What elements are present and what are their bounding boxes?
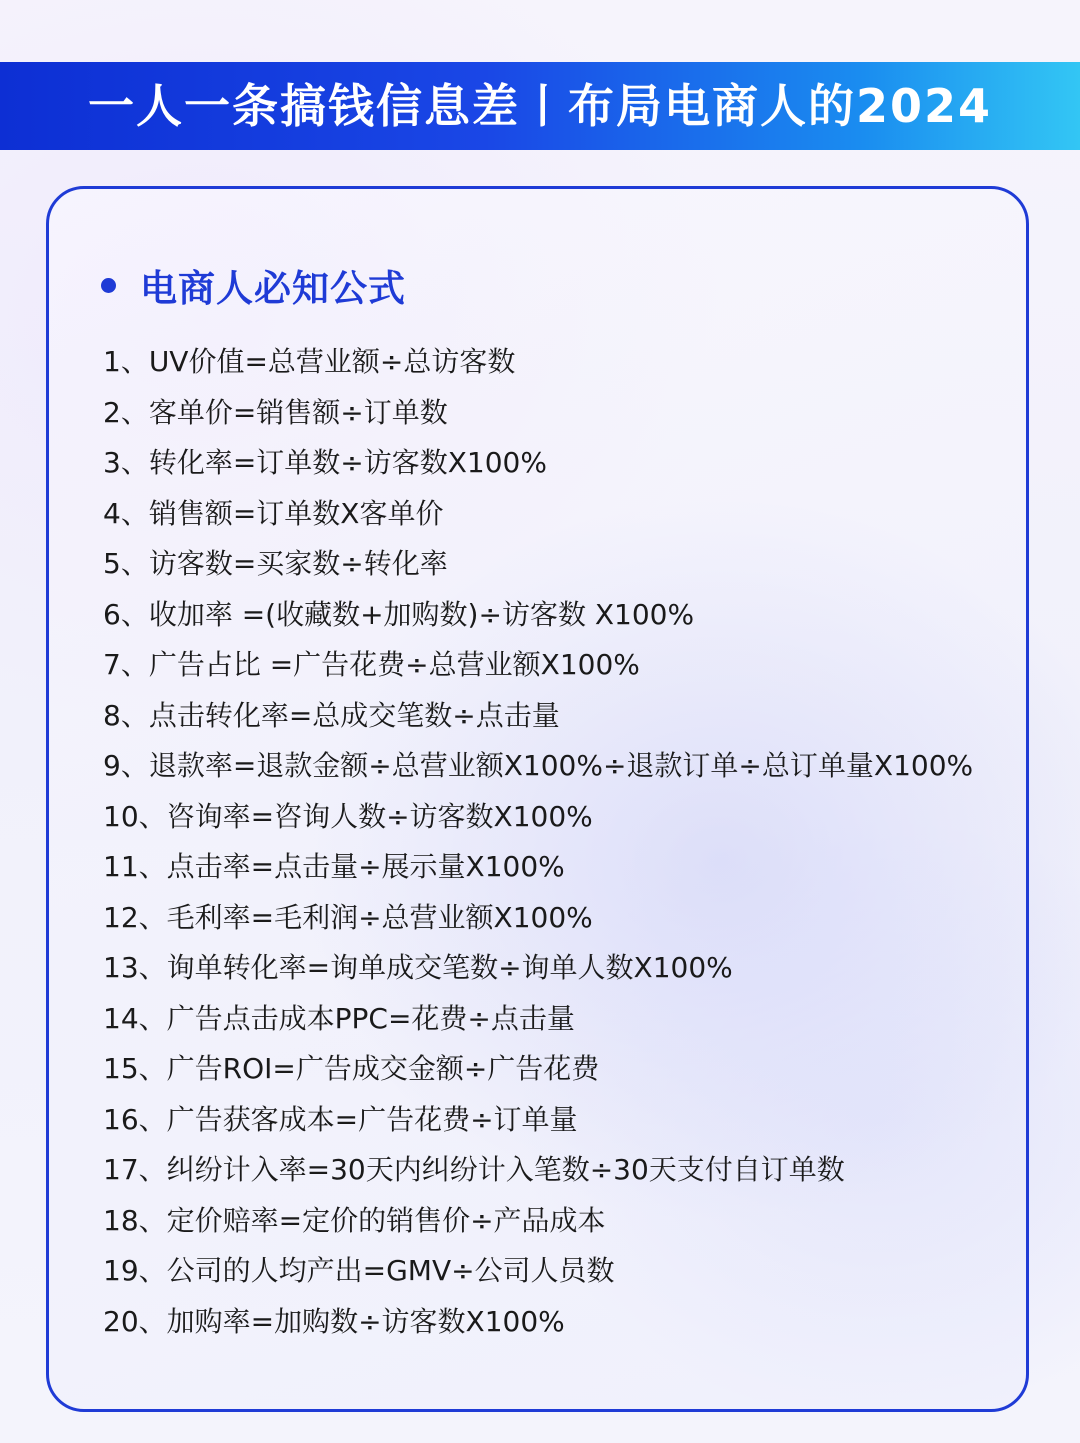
formula-item: 2、客单价=销售额÷订单数 (103, 395, 448, 429)
formula-item: 9、退款率=退款金额÷总营业额X100%÷退款订单÷总订单量X100% (103, 749, 974, 782)
title-banner (0, 62, 1080, 150)
formula-item: 18、定价赔率=定价的销售价÷产品成本 (103, 1203, 606, 1237)
section-title: 电商人必知公式 (140, 267, 406, 310)
formula-card (46, 186, 1029, 1412)
formula-item: 20、加购率=加购数÷访客数X100% (103, 1304, 565, 1338)
formula-item: 1、UV价值=总营业额÷总访客数 (103, 345, 516, 378)
section-header (101, 257, 406, 313)
formula-item: 15、广告ROI=广告成交金额÷广告花费 (103, 1052, 600, 1085)
formula-item: 10、咨询率=咨询人数÷访客数X100% (103, 799, 593, 833)
formula-item: 14、广告点击成本PPC=花费÷点击量 (103, 1001, 575, 1035)
formula-item: 16、广告获客成本=广告花费÷订单量 (103, 1102, 578, 1136)
formula-item: 17、纠纷计入率=30天内纠纷计入笔数÷30天支付自订单数 (103, 1153, 845, 1186)
formula-item: 11、点击率=点击量÷展示量X100% (103, 850, 565, 883)
formula-item: 13、询单转化率=询单成交笔数÷询单人数X100% (103, 951, 733, 984)
formula-list (103, 337, 973, 1347)
banner-title: 一人一条搞钱信息差丨布局电商人的2024 (87, 79, 993, 133)
bullet-dot-icon (101, 278, 116, 293)
formula-item: 6、收加率 =(收藏数+加购数)÷访客数 X100% (103, 597, 695, 631)
formula-item: 4、销售额=订单数X客单价 (103, 496, 444, 530)
formula-item: 7、广告占比 =广告花费÷总营业额X100% (103, 648, 640, 681)
formula-item: 5、访客数=买家数÷转化率 (103, 547, 448, 580)
formula-item: 8、点击转化率=总成交笔数÷点击量 (103, 698, 560, 732)
formula-item: 19、公司的人均产出=GMV÷公司人员数 (103, 1254, 615, 1287)
formula-item: 3、转化率=订单数÷访客数X100% (103, 446, 547, 479)
formula-item: 12、毛利率=毛利润÷总营业额X100% (103, 900, 593, 934)
